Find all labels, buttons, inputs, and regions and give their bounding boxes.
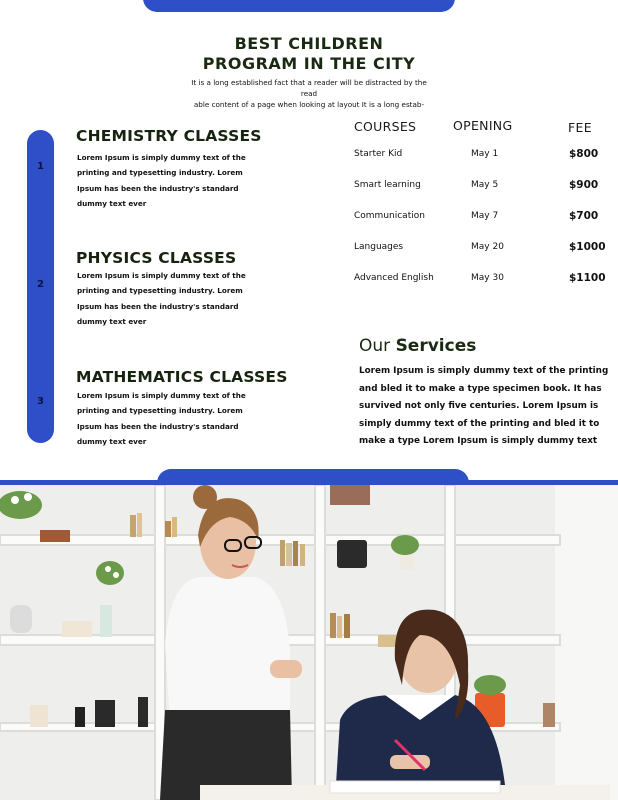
class-body-chemistry [77, 150, 247, 211]
class-body-line: printing and typesetting industry. Lorem [77, 286, 243, 296]
services-line: Lorem Ipsum is simply dummy text of the printing [359, 366, 609, 376]
table-cell-fee: $1000 [569, 241, 606, 253]
class-body-line: Lorem Ipsum is simply dummy text of the [77, 391, 246, 400]
services-line: survived not only five centuries. Lorem Ipsum is [359, 401, 599, 411]
intro-line-2: read [300, 89, 318, 98]
step-number-2: 2 [37, 279, 44, 290]
table-cell-course: Advanced English [354, 273, 434, 283]
page-title [0, 34, 618, 74]
table-cell-course: Communication [354, 211, 425, 221]
services-line: and bled it to make a type specimen book. It has [359, 383, 602, 394]
services-title-bold: Services [395, 336, 477, 356]
services-line: simply dummy text of the printing and bled it to [359, 418, 600, 429]
class-body-line: dummy text ever [77, 316, 147, 326]
title-line-2: PROGRAM IN THE CITY [202, 54, 416, 73]
class-title-mathematics: MATHEMATICS CLASSES [76, 368, 288, 386]
class-title-chemistry: CHEMISTRY CLASSES [76, 127, 262, 145]
services-line: make a type Lorem Ipsum is simply dummy text [359, 436, 598, 446]
class-title-physics: PHYSICS CLASSES [76, 249, 237, 267]
intro-text [185, 77, 433, 110]
steps-rail [27, 130, 54, 443]
class-body-line: dummy text ever [77, 436, 147, 446]
table-cell-opening: May 20 [471, 242, 504, 252]
services-title [359, 336, 476, 356]
class-body-line: Ipsum has been the industry's standard [77, 421, 239, 431]
table-header-opening: OPENING [453, 118, 513, 133]
class-body-line: printing and typesetting industry. Lorem [77, 168, 243, 178]
table-header-courses: COURSES [354, 119, 417, 134]
classroom-photo [0, 485, 618, 800]
services-title-light: Our [359, 336, 391, 356]
intro-line-1: It is a long established fact that a reader will be distracted by the [191, 78, 427, 87]
table-cell-opening: May 1 [471, 149, 499, 159]
table-cell-course: Starter Kid [354, 149, 403, 159]
table-header-fee: FEE [568, 120, 592, 135]
table-cell-fee: $900 [569, 179, 599, 191]
table-cell-course: Smart learning [354, 180, 421, 190]
class-body-line: printing and typesetting industry. Lorem [77, 406, 243, 416]
class-body-physics [77, 268, 247, 329]
class-body-line: Lorem Ipsum is simply dummy text of the [77, 153, 246, 162]
class-body-mathematics [77, 388, 247, 449]
class-body-line: dummy text ever [77, 198, 147, 208]
class-body-line: Lorem Ipsum is simply dummy text of the [77, 271, 246, 280]
table-cell-fee: $800 [569, 148, 599, 160]
table-cell-fee: $1100 [569, 272, 606, 284]
services-body [359, 363, 609, 451]
table-cell-course: Languages [354, 242, 404, 252]
title-line-1: BEST CHILDREN [234, 34, 384, 53]
class-body-line: Ipsum has been the industry's standard [77, 301, 239, 311]
table-cell-opening: May 30 [471, 273, 504, 283]
table-cell-opening: May 5 [471, 180, 499, 190]
class-body-line: Ipsum has been the industry's standard [77, 183, 239, 193]
intro-line-3: able content of a page when looking at layout It is a long estab- [193, 100, 425, 109]
table-cell-fee: $700 [569, 210, 599, 222]
table-cell-opening: May 7 [471, 211, 499, 221]
step-number-3: 3 [37, 396, 44, 407]
top-accent-tab [143, 0, 455, 12]
step-number-1: 1 [37, 161, 44, 172]
